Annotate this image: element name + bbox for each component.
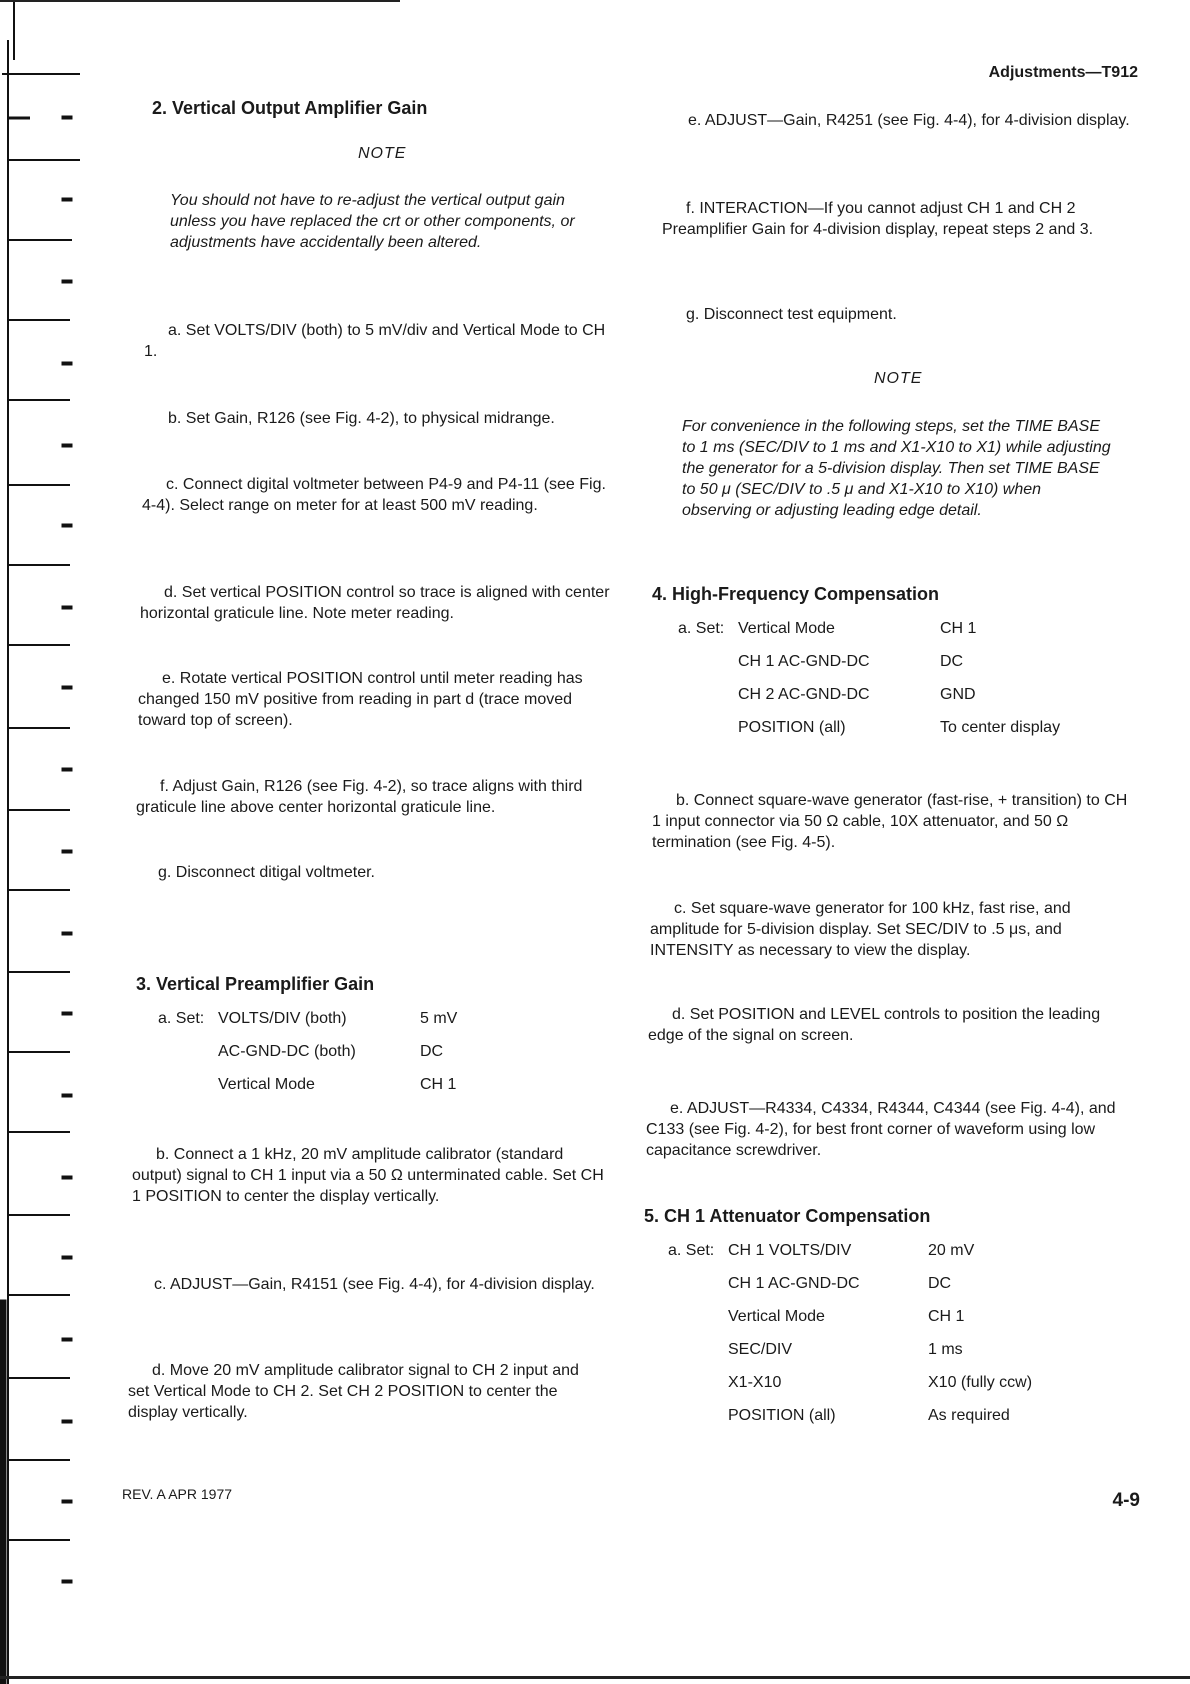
binding-edge-marks — [0, 0, 80, 1684]
step-3b: b. Connect a 1 kHz, 20 mV amplitude calibrator (standard output) signal to CH 1 input via a 50 Ω unterminated cable. Set CH 1 POSITION to center the display vertically. — [132, 1146, 604, 1205]
step-2c: c. Connect digital voltmeter between P4-9 and P4-11 (see Fig. 4-4). Select range on meter for at least 500 mV reading. — [142, 476, 606, 514]
settings-row — [158, 1002, 457, 1035]
setting-value: DC — [420, 1043, 444, 1060]
step-4d: d. Set POSITION and LEVEL controls to position the leading edge of the signal on screen. — [648, 1006, 1101, 1044]
set-label: a. Set: — [668, 1242, 715, 1259]
setting-name: CH 1 AC-GND-DC — [738, 653, 870, 670]
settings-row — [678, 678, 1060, 711]
setting-name: POSITION (all) — [728, 1407, 836, 1424]
note-text: For convenience in the following steps, set the TIME BASE to 1 ms (SEC/DIV to 1 ms and X1-X10 to X1) while adjusting the generator for a 5-division display. Then set TIME BASE to 50 μ (SEC/DIV to .5 μ and X1-X10 to X10) when observing or adjusting leading edge detail. — [682, 418, 1111, 519]
setting-name: CH 1 AC-GND-DC — [728, 1275, 860, 1292]
setting-name: AC-GND-DC (both) — [218, 1043, 356, 1060]
scan-bottom-line — [0, 1676, 1190, 1679]
step-3f: f. INTERACTION—If you cannot adjust CH 1 and CH 2 Preamplifier Gain for 4-division display, repeat steps 2 and 3. — [662, 200, 1094, 238]
set-label: a. Set: — [678, 620, 725, 637]
setting-name: X1-X10 — [728, 1374, 782, 1391]
setting-value: DC — [928, 1275, 952, 1292]
setting-value: X10 (fully ccw) — [928, 1374, 1033, 1391]
settings-row — [668, 1234, 1032, 1267]
settings-row — [678, 711, 1060, 744]
setting-value: GND — [940, 686, 976, 703]
running-title: Adjustments—T912 — [988, 64, 1138, 81]
setting-name: CH 1 VOLTS/DIV — [728, 1242, 852, 1259]
setting-value: 1 ms — [928, 1341, 963, 1358]
settings-row — [668, 1300, 1032, 1333]
settings-row — [668, 1366, 1032, 1399]
step-3c: c. ADJUST—Gain, R4151 (see Fig. 4-4), for 4-division display. — [154, 1276, 595, 1293]
setting-name: SEC/DIV — [728, 1341, 793, 1358]
setting-value: 5 mV — [420, 1010, 458, 1027]
setting-name: Vertical Mode — [218, 1076, 315, 1093]
section-5-settings-table — [668, 1234, 1032, 1432]
setting-value: DC — [940, 653, 964, 670]
setting-value: To center display — [940, 719, 1061, 736]
settings-row — [668, 1399, 1032, 1432]
section-4-title: 4. High-Frequency Compensation — [652, 584, 940, 604]
step-3d: d. Move 20 mV amplitude calibrator signal to CH 2 input and set Vertical Mode to CH 2. Set CH 2 POSITION to center the display vertically. — [128, 1362, 579, 1421]
section-3-settings-table — [158, 1002, 457, 1101]
step-3e: e. ADJUST—Gain, R4251 (see Fig. 4-4), for 4-division display. — [688, 112, 1130, 129]
settings-row — [678, 612, 1060, 645]
setting-name: Vertical Mode — [728, 1308, 825, 1325]
step-4b: b. Connect square-wave generator (fast-rise, + transition) to CH 1 input connector via 50 Ω cable, 10X attenuator, and 50 Ω termination (see Fig. 4-5). — [652, 792, 1128, 851]
section-4-settings-table — [678, 612, 1060, 744]
step-2d: d. Set vertical POSITION control so trace is aligned with center horizontal graticule line. Note meter reading. — [140, 584, 610, 622]
setting-value: CH 1 — [940, 620, 977, 637]
note-text: You should not have to re-adjust the vertical output gain unless you have replaced the crt or other components, or adjustments have accidentally been altered. — [170, 192, 575, 251]
step-4e: e. ADJUST—R4334, C4334, R4344, C4344 (see Fig. 4-4), and C133 (see Fig. 4-2), for best front corner of waveform using low capacitance screwdriver. — [646, 1100, 1116, 1159]
setting-value: CH 1 — [420, 1076, 457, 1093]
settings-row — [158, 1035, 457, 1068]
step-2a: a. Set VOLTS/DIV (both) to 5 mV/div and Vertical Mode to CH 1. — [144, 322, 606, 360]
setting-name: POSITION (all) — [738, 719, 846, 736]
setting-name: CH 2 AC-GND-DC — [738, 686, 870, 703]
setting-name: VOLTS/DIV (both) — [218, 1010, 347, 1027]
setting-value: CH 1 — [928, 1308, 965, 1325]
note-label: NOTE — [358, 145, 407, 162]
section-3-title: 3. Vertical Preamplifier Gain — [136, 974, 375, 994]
page-number: 4-9 — [1112, 1490, 1140, 1511]
settings-row — [678, 645, 1060, 678]
step-2e: e. Rotate vertical POSITION control until meter reading has changed 150 mV positive from reading in part d (trace moved toward top of screen). — [138, 670, 583, 729]
note-label: NOTE — [874, 370, 923, 387]
settings-row — [158, 1068, 457, 1101]
step-2f: f. Adjust Gain, R126 (see Fig. 4-2), so trace aligns with third graticule line above center horizontal graticule line. — [136, 778, 583, 816]
setting-value: 20 mV — [928, 1242, 975, 1259]
set-label: a. Set: — [158, 1010, 205, 1027]
setting-value: As required — [928, 1407, 1010, 1424]
step-2g: g. Disconnect ditigal voltmeter. — [158, 864, 375, 881]
setting-name: Vertical Mode — [738, 620, 835, 637]
revision-label: REV. A APR 1977 — [122, 1486, 233, 1502]
settings-row — [668, 1267, 1032, 1300]
step-4c: c. Set square-wave generator for 100 kHz, fast rise, and amplitude for 5-division display. Set SEC/DIV to .5 μs, and INTENSITY as necessary to view the display. — [650, 900, 1071, 959]
scan-top-line — [0, 0, 400, 2]
section-5-title: 5. CH 1 Attenuator Compensation — [644, 1206, 931, 1226]
settings-row — [668, 1333, 1032, 1366]
step-2b: b. Set Gain, R126 (see Fig. 4-2), to physical midrange. — [168, 410, 555, 427]
section-2-title: 2. Vertical Output Amplifier Gain — [152, 98, 428, 118]
step-3g: g. Disconnect test equipment. — [686, 306, 897, 323]
